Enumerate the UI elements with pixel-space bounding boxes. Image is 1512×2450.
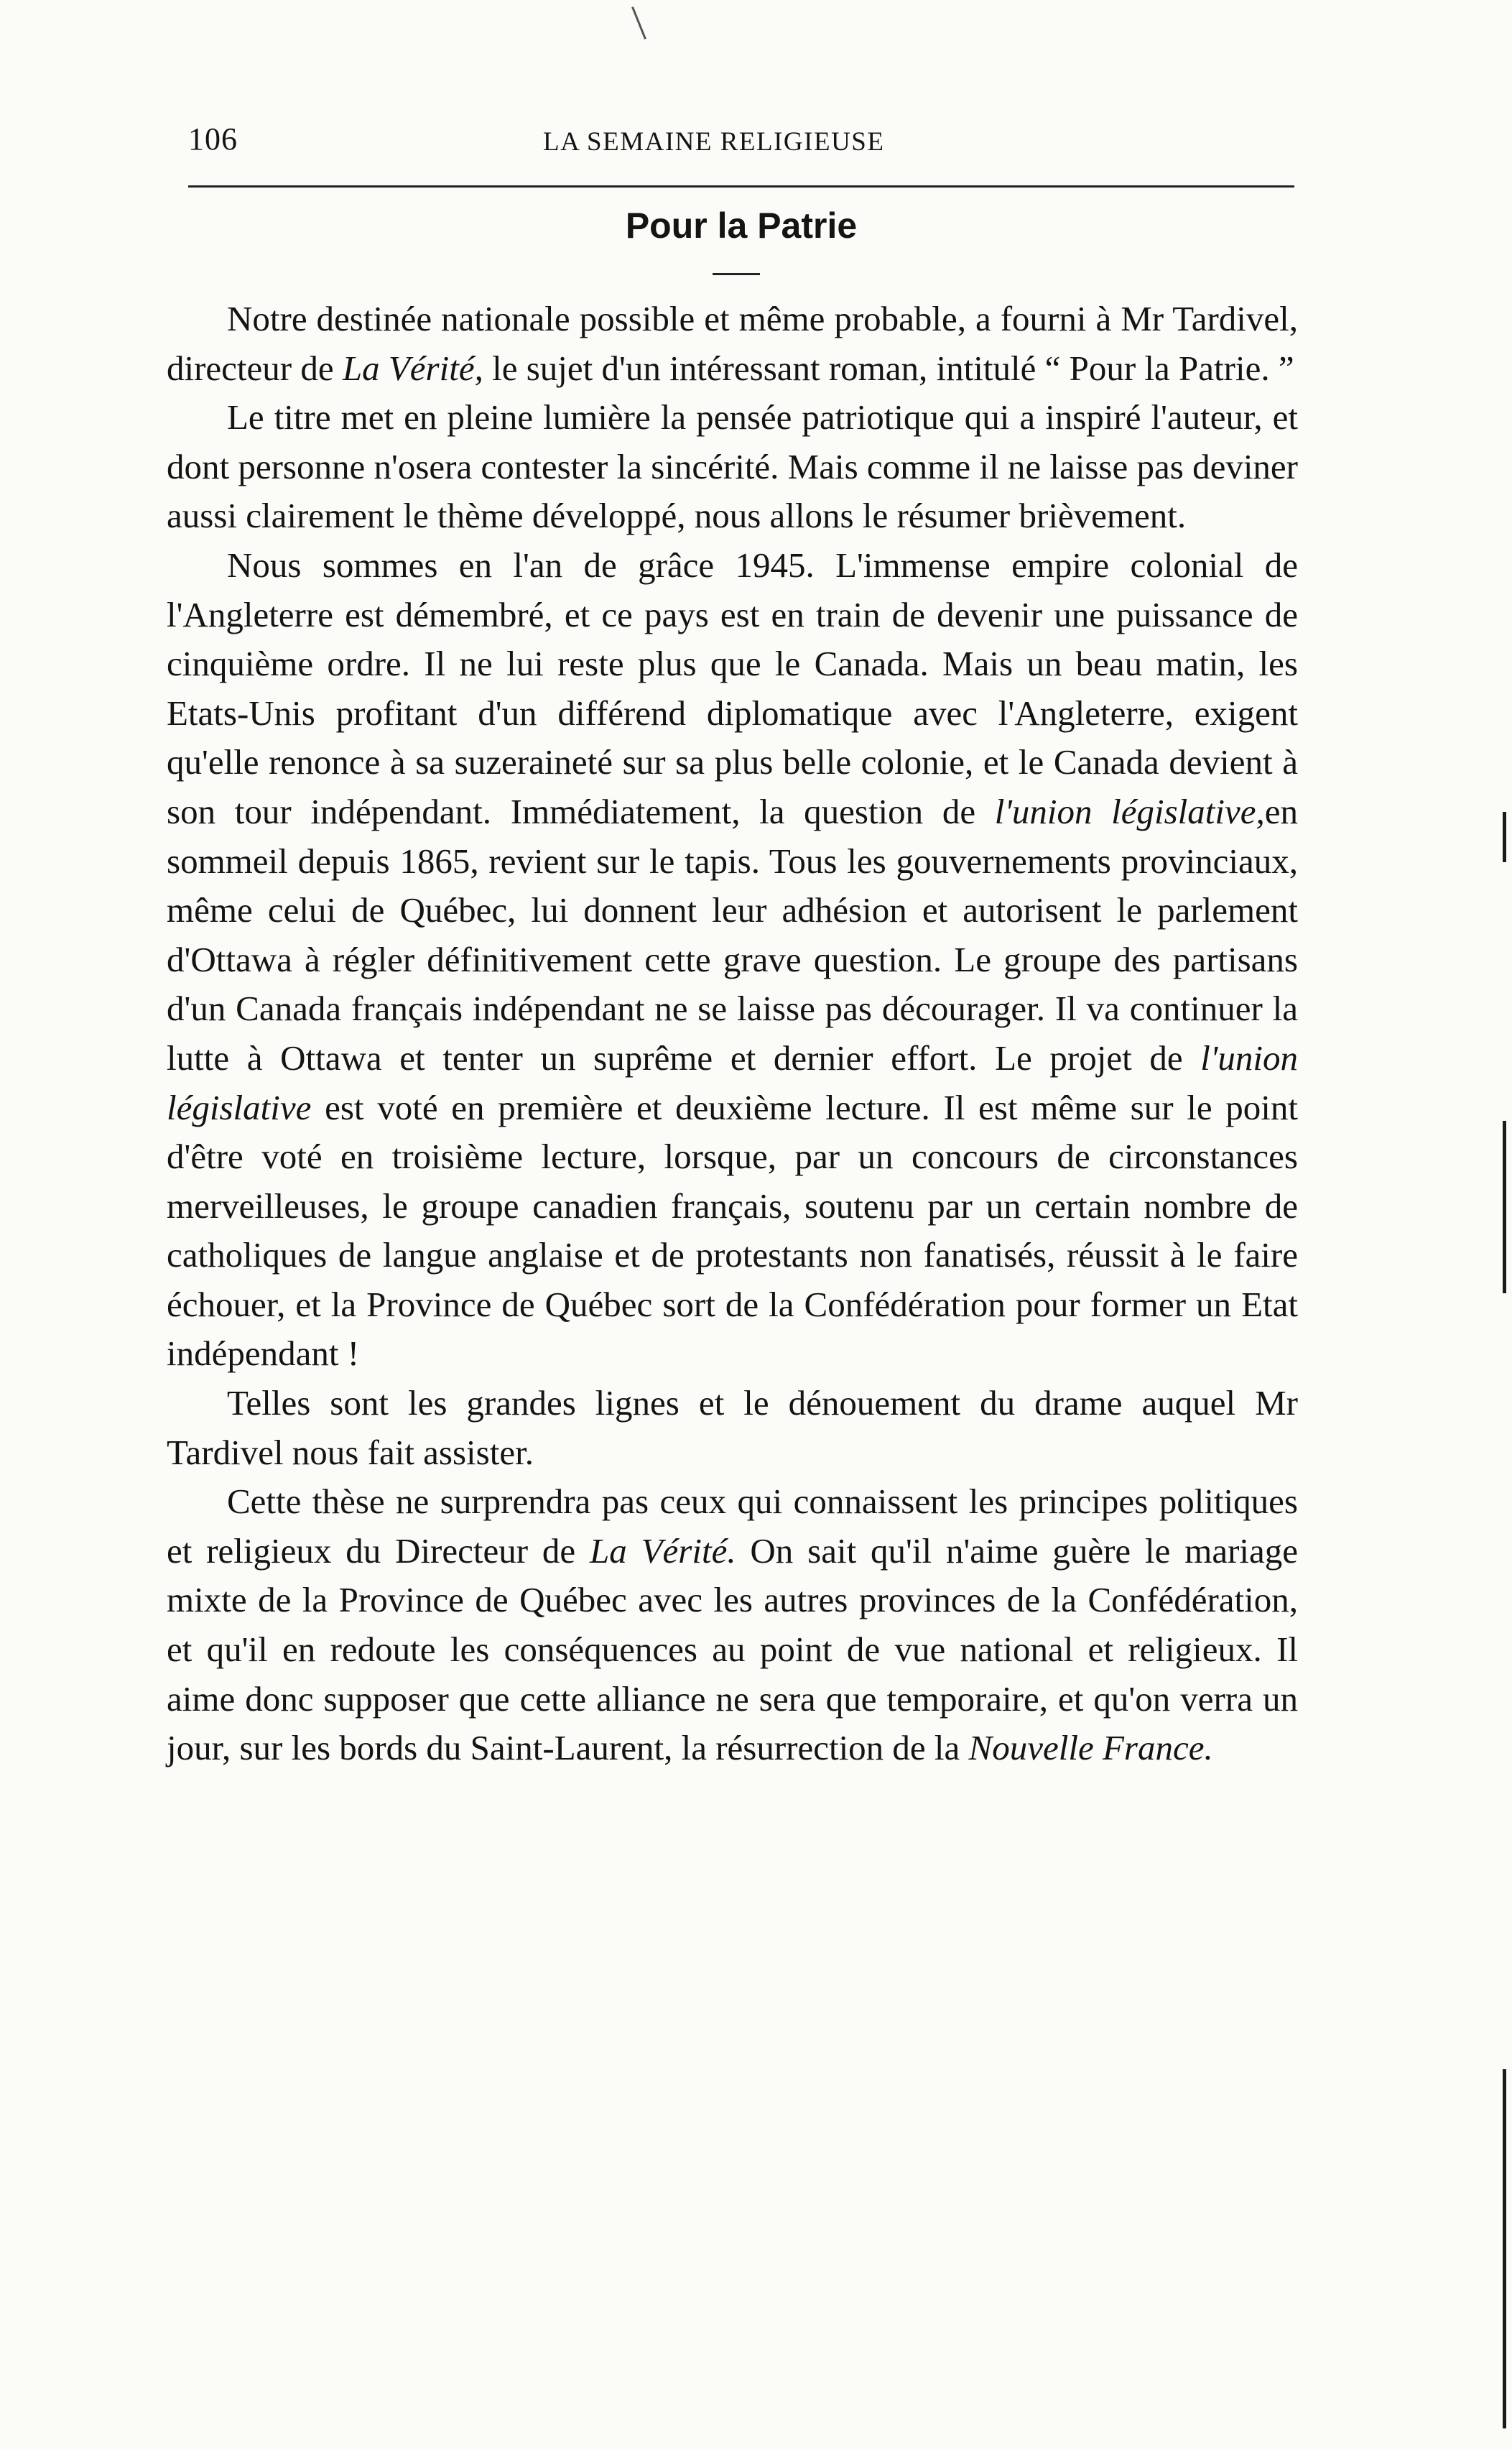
journal-title: La Vérité, (342, 348, 483, 388)
paragraph-5: Cette thèse ne surprendra pas ceux qui connaissent les principes politiques et religieux du Directeur de La Vérité. On sait qu'il n'aime guère le mariage mixte de la Province de Québec avec les autres provinces de la Confédération, et qu'il en redoute les conséquences au point de vue national et religieux. Il aime donc supposer que cette alliance ne sera que temporaire, et qu'on verra un jour, sur les bords du Saint-Laurent, la résurrection de la Nouvelle France. (167, 1481, 1299, 1768)
header-rule (188, 185, 1294, 188)
article-body (167, 295, 1298, 1773)
title-separator (713, 273, 760, 275)
emphasis-nouvelle-france: Nouvelle France. (968, 1728, 1213, 1768)
emphasis-union-legislative-2: l'union législative (167, 1037, 1298, 1127)
article-title: Pour la Patrie (625, 205, 858, 246)
scan-margin-mark (1503, 1121, 1506, 1293)
emphasis-union-legislative: l'union législative, (994, 791, 1265, 831)
paragraph-2: Le titre met en pleine lumière la pensée patriotique qui a inspiré l'auteur, et dont personne n'osera contester la sincérité. Mais comme il ne laisse pas deviner aussi clairement le thème développé, nous allons le résumer brièvement. (167, 397, 1298, 536)
journal-title-2: La Vérité. (590, 1530, 736, 1571)
paragraph-1: Notre destinée nationale possible et même probable, a fourni à Mr Tardivel, directeur de La Vérité, le sujet d'un intéressant roman, intitulé “ Pour la Patrie. ” (167, 299, 1298, 388)
scan-margin-mark (1503, 812, 1506, 862)
paragraph-4: Telles sont les grandes lignes et le dénouement du drame auquel Mr Tardivel nous fait assister. (167, 1383, 1298, 1472)
running-head: LA SEMAINE RELIGIEUSE (543, 127, 885, 157)
paragraph-3: Nous sommes en l'an de grâce 1945. L'immense empire colonial de l'Angleterre est démembré, et ce pays est en train de devenir une puissance de cinquième ordre. Il ne lui reste plus que le Canada. Mais un beau matin, les Etats-Unis profitant d'un différend diplomatique avec l'Angleterre, exigent qu'elle renonce à sa suzeraineté sur sa plus belle colonie, et le Canada devient à son tour indépendant. Immédiatement, la question de l'union législative,en sommeil depuis 1865, revient sur le tapis. Tous les gouvernements provinciaux, même celui de Québec, lui donnent leur adhésion et autorisent le parlement d'Ottawa à régler définitivement cette grave question. Le groupe des partisans d'un Canada français indépendant ne se laisse pas décourager. Il va continuer la lutte à Ottawa et tenter un suprême et dernier effort. Le projet de l'union législative est voté en première et deuxième lecture. Il est même sur le point d'être voté en troisième lecture, lorsque, par un concours de circonstances merveilleuses, le groupe canadien français, soutenu par un certain nombre de catholiques de langue anglaise et de protestants non fanatisés, réussit à le faire échouer, et la Province de Québec sort de la Confédération pour former un Etat indépendant ! (167, 545, 1299, 1374)
page-header (188, 121, 1294, 164)
page-number: 106 (188, 121, 238, 157)
scan-margin-mark (1503, 2069, 1506, 2428)
scan-mark (631, 6, 646, 40)
